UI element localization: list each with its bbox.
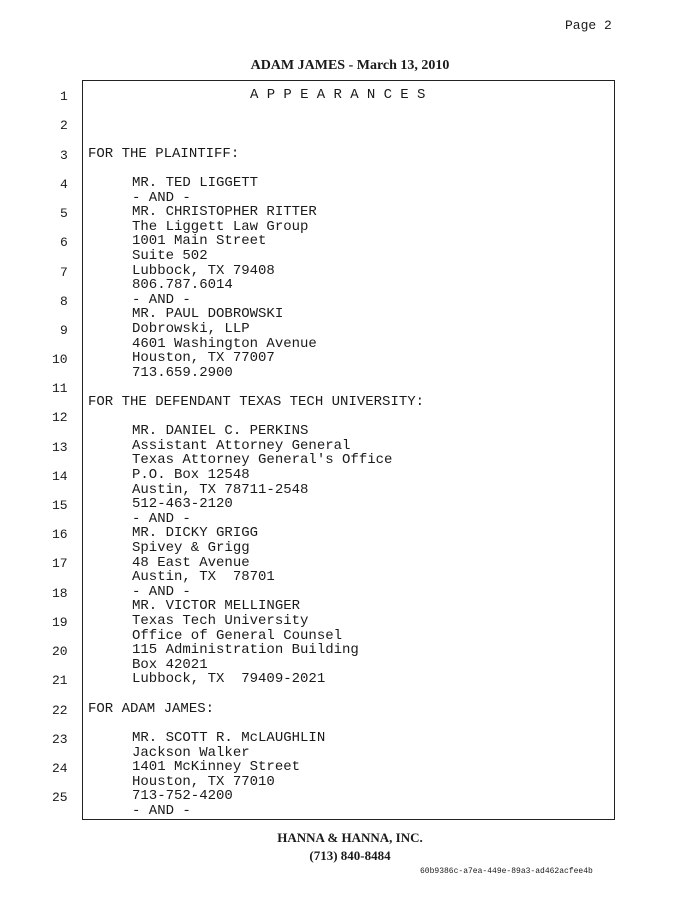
line-number: 22 — [52, 703, 68, 718]
line-number: 23 — [52, 732, 68, 747]
transcript-line: 4601 Washington Avenue — [132, 336, 317, 352]
transcript-line: 1401 McKinney Street — [132, 759, 301, 775]
line-number: 8 — [60, 294, 68, 309]
transcript-line: P.O. Box 12548 — [132, 467, 250, 483]
transcript-line: Office of General Counsel — [132, 628, 343, 644]
line-number: 5 — [60, 206, 68, 221]
transcript-line: Jackson Walker — [132, 745, 250, 761]
transcript-line: Houston, TX 77010 — [132, 774, 275, 790]
transcript-line: Texas Tech University — [132, 613, 309, 629]
line-number: 2 — [60, 118, 68, 133]
line-number: 21 — [52, 673, 68, 688]
transcript-line: MR. VICTOR MELLINGER — [132, 598, 301, 614]
transcript-line: MR. TED LIGGETT — [132, 175, 259, 191]
footer-company: HANNA & HANNA, INC. — [277, 830, 423, 845]
line-number: 3 — [60, 148, 68, 163]
transcript-line: MR. CHRISTOPHER RITTER — [132, 204, 317, 220]
transcript-line: Assistant Attorney General — [132, 438, 351, 454]
section-heading-plaintiff: FOR THE PLAINTIFF: — [88, 146, 240, 162]
line-number: 18 — [52, 586, 68, 601]
line-number: 19 — [52, 615, 68, 630]
transcript-line: Lubbock, TX 79408 — [132, 263, 275, 279]
section-heading-defendant: FOR THE DEFENDANT TEXAS TECH UNIVERSITY: — [88, 394, 425, 410]
transcript-line: - AND - — [132, 511, 191, 527]
line-number: 9 — [60, 323, 68, 338]
line-number: 16 — [52, 527, 68, 542]
line-number: 6 — [60, 235, 68, 250]
transcript-line: 512-463-2120 — [132, 496, 233, 512]
transcript-line: Dobrowski, LLP — [132, 321, 250, 337]
transcript-line: - AND - — [132, 803, 191, 819]
section-heading-adam-james: FOR ADAM JAMES: — [88, 701, 215, 717]
transcript-line: 48 East Avenue — [132, 555, 250, 571]
transcript-line: MR. DANIEL C. PERKINS — [132, 423, 309, 439]
appearances-title: APPEARANCES — [250, 87, 434, 103]
transcript-line: - AND - — [132, 292, 191, 308]
line-number: 12 — [52, 410, 68, 425]
transcript-line: Box 42021 — [132, 657, 208, 673]
transcript-line: Texas Attorney General's Office — [132, 452, 393, 468]
transcript-line: - AND - — [132, 584, 191, 600]
transcript-line: Suite 502 — [132, 248, 208, 264]
line-number: 24 — [52, 761, 68, 776]
document-hash: 60b9386c-a7ea-449e-89a3-ad462acfee4b — [420, 867, 593, 876]
transcript-line: 115 Administration Building — [132, 642, 359, 658]
transcript-line: Spivey & Grigg — [132, 540, 250, 556]
document-header: ADAM JAMES - March 13, 2010 — [250, 58, 450, 73]
line-number: 20 — [52, 644, 68, 659]
transcript-line: 713.659.2900 — [132, 365, 233, 381]
transcript-line: Houston, TX 77007 — [132, 350, 275, 366]
line-number: 17 — [52, 556, 68, 571]
transcript-line: Austin, TX 78711-2548 — [132, 482, 309, 498]
transcript-line: MR. DICKY GRIGG — [132, 525, 259, 541]
transcript-line: Austin, TX 78701 — [132, 569, 275, 585]
line-number: 7 — [60, 265, 68, 280]
transcript-line: MR. SCOTT R. McLAUGHLIN — [132, 730, 326, 746]
line-number: 11 — [52, 381, 68, 396]
line-number: 13 — [52, 440, 68, 455]
footer-phone: (713) 840-8484 — [309, 848, 391, 863]
transcript-line: Lubbock, TX 79409-2021 — [132, 671, 326, 687]
transcript-line: - AND - — [132, 190, 191, 206]
line-number: 10 — [52, 352, 68, 367]
transcript-line: 1001 Main Street — [132, 233, 267, 249]
transcript-line: The Liggett Law Group — [132, 219, 309, 235]
transcript-line: MR. PAUL DOBROWSKI — [132, 306, 284, 322]
line-number: 4 — [60, 177, 68, 192]
page-number: Page 2 — [565, 18, 612, 33]
line-number: 25 — [52, 790, 68, 805]
line-number: 1 — [60, 89, 68, 104]
transcript-line: 806.787.6014 — [132, 277, 233, 293]
line-number: 14 — [52, 469, 68, 484]
transcript-line: 713-752-4200 — [132, 788, 233, 804]
line-number: 15 — [52, 498, 68, 513]
